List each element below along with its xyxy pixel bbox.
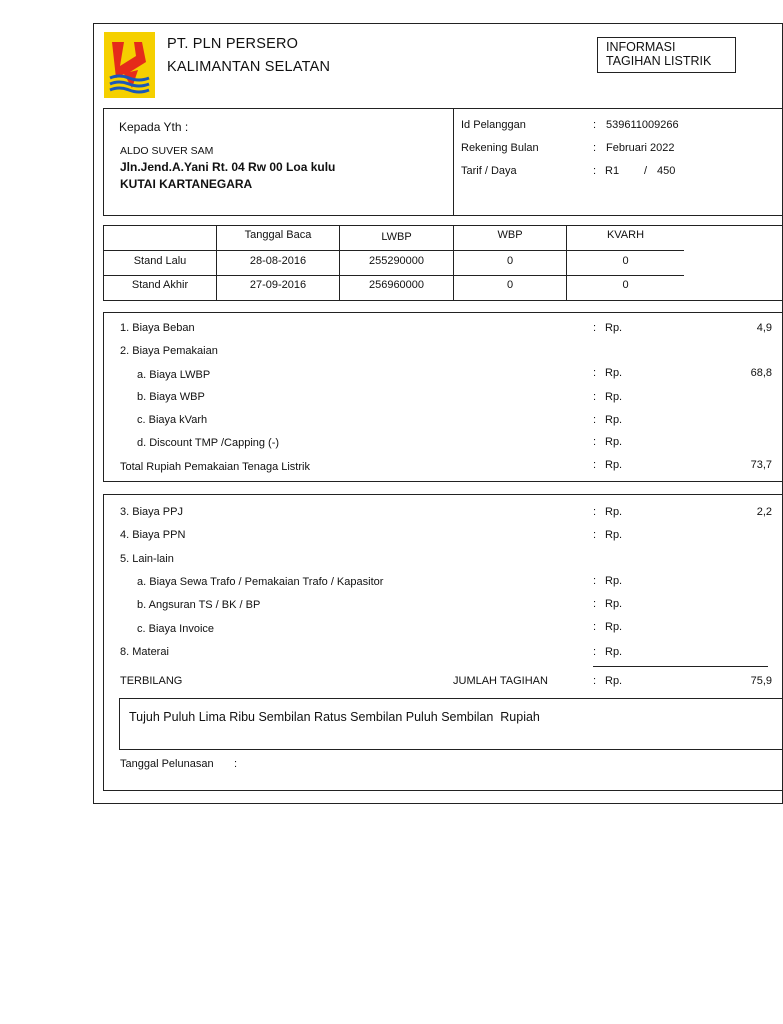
currency-label: Rp.: [605, 459, 623, 471]
charge-amount: 4,9: [756, 322, 772, 334]
colon: :: [593, 391, 597, 403]
currency-label: Rp.: [605, 414, 623, 426]
currency-label: Rp.: [605, 322, 623, 334]
colon: :: [593, 367, 597, 379]
customer-id-value: 539611009266: [606, 119, 679, 131]
colon: :: [593, 646, 597, 658]
charge-label: a. Biaya Sewa Trafo / Pemakaian Trafo / Kapasitor: [137, 576, 384, 588]
currency-label: Rp.: [605, 367, 623, 379]
currency-label: Rp.: [605, 529, 623, 541]
charge-label: 8. Materai: [120, 646, 169, 658]
colon: :: [593, 575, 597, 587]
meter-header-lwbp: LWBP: [381, 231, 412, 243]
charge-label: b. Biaya WBP: [137, 391, 205, 403]
charge-label: a. Biaya LWBP: [137, 369, 211, 381]
currency-label: Rp.: [605, 391, 623, 403]
amount-in-words-box: [119, 698, 783, 750]
meter-cell-lwbp: 255290000: [368, 255, 425, 267]
customer-divider: [453, 108, 454, 216]
colon: :: [593, 506, 597, 518]
colon: :: [593, 675, 597, 687]
billing-month-value: Februari 2022: [606, 142, 675, 154]
meter-cell-date: 28-08-2016: [249, 255, 307, 267]
colon: :: [593, 436, 597, 448]
tariff-label: Tarif / Daya: [461, 165, 517, 177]
billing-month-label: Rekening Bulan: [461, 142, 539, 154]
amount-in-words: Tujuh Puluh Lima Ribu Sembilan Ratus Sembilan Puluh Sembilan Rupiah: [129, 710, 540, 724]
terbilang-label: TERBILANG: [120, 675, 183, 687]
currency-label: Rp.: [605, 575, 623, 587]
meter-top-border: [103, 225, 783, 226]
colon: :: [593, 459, 597, 471]
info-title-line1: INFORMASI: [606, 40, 676, 54]
meter-cell-wbp: 0: [506, 279, 514, 291]
customer-address: Jln.Jend.A.Yani Rt. 04 Rw 00 Loa kulu: [120, 160, 336, 174]
charge-label: b. Angsuran TS / BK / BP: [137, 599, 261, 611]
currency-label: Rp.: [605, 506, 623, 518]
colon: :: [593, 165, 597, 177]
total-amount: 75,9: [750, 675, 772, 687]
charge-label: 2. Biaya Pemakaian: [120, 345, 218, 357]
charge-label: c. Biaya Invoice: [137, 623, 215, 635]
colon: :: [593, 414, 597, 426]
charge-label: Total Rupiah Pemakaian Tenaga Listrik: [120, 461, 310, 473]
payment-date-colon: :: [234, 758, 238, 770]
lightning-icon: [104, 32, 155, 98]
colon: :: [593, 119, 597, 131]
colon: :: [593, 621, 597, 633]
currency-label: Rp.: [605, 646, 623, 658]
charge-label: 3. Biaya PPJ: [120, 506, 183, 518]
charge-label: 5. Lain-lain: [120, 553, 174, 565]
customer-id-label: Id Pelanggan: [461, 119, 526, 131]
currency-label: Rp.: [605, 598, 623, 610]
charge-label: 1. Biaya Beban: [120, 322, 195, 334]
tariff-class: R1: [605, 165, 620, 177]
info-title-box: [597, 37, 736, 73]
customer-name: ALDO SUVER SAM: [120, 145, 214, 157]
charge-amount: 68,8: [750, 367, 772, 379]
meter-cell-date: 27-09-2016: [249, 279, 307, 291]
colon: :: [593, 598, 597, 610]
power-value: 450: [657, 165, 676, 177]
meter-cell-kvarh: 0: [622, 255, 629, 267]
meter-row-line: [103, 275, 684, 276]
charge-label: 4. Biaya PPN: [120, 529, 186, 541]
total-label: JUMLAH TAGIHAN: [453, 675, 548, 687]
charge-label: d. Discount TMP /Capping (-): [137, 437, 280, 449]
meter-header-kvarh: KVARH: [606, 229, 645, 241]
charge-amount: 2,2: [756, 506, 772, 518]
customer-city: KUTAI KARTANEGARA: [120, 177, 253, 191]
colon: :: [593, 142, 597, 154]
meter-cell-kvarh: 0: [622, 279, 629, 291]
pln-logo: [104, 32, 155, 98]
colon: :: [593, 322, 597, 334]
info-title-line2: TAGIHAN LISTRIK: [606, 54, 712, 68]
company-name: PT. PLN PERSERO: [167, 36, 299, 52]
meter-row-line: [103, 250, 684, 251]
tariff-separator: /: [644, 165, 648, 177]
currency-label: Rp.: [605, 436, 623, 448]
meter-bottom-border: [103, 300, 783, 301]
charge-label: c. Biaya kVarh: [137, 414, 208, 426]
to-label: Kepada Yth :: [119, 120, 189, 134]
meter-header-date: Tanggal Baca: [244, 229, 312, 241]
usage-charges-box: [103, 312, 783, 482]
meter-row-label: Stand Akhir: [131, 279, 189, 291]
payment-date-label: Tanggal Pelunasan: [120, 758, 214, 770]
meter-row-label: Stand Lalu: [133, 255, 187, 267]
region-name: KALIMANTAN SELATAN: [167, 59, 331, 75]
total-rule: [593, 666, 768, 667]
charge-amount: 73,7: [750, 459, 772, 471]
currency-label: Rp.: [605, 621, 623, 633]
colon: :: [593, 529, 597, 541]
meter-cell-wbp: 0: [506, 255, 514, 267]
meter-cell-lwbp: 256960000: [368, 279, 425, 291]
currency-label: Rp.: [605, 675, 623, 687]
meter-header-wbp: WBP: [497, 229, 523, 241]
